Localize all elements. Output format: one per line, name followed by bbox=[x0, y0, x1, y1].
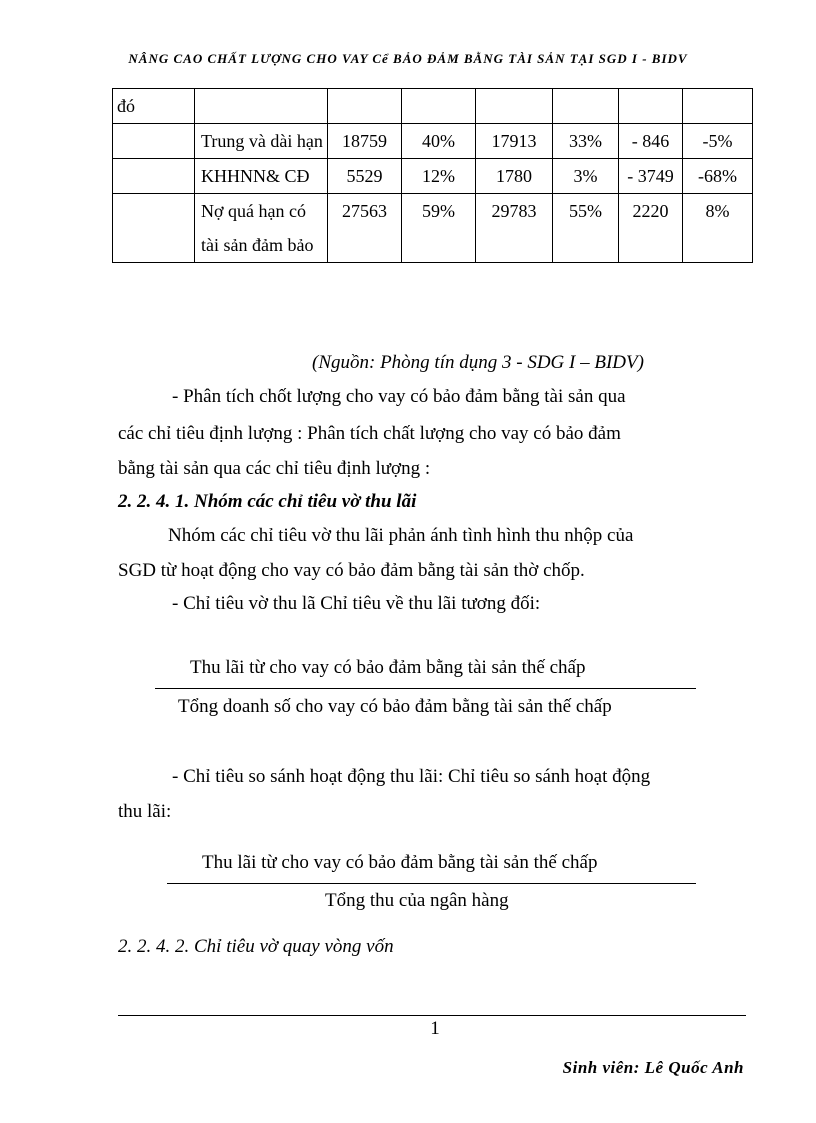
page-header: NÂNG CAO CHẤT LƯỢNG CHO VAY Cể BẢO ĐẢM BẰNG TÀI SẢN TẠI SGD I - BIDV bbox=[128, 51, 688, 66]
table-cell: 3% bbox=[553, 159, 619, 194]
table-row bbox=[113, 124, 753, 159]
table-cell bbox=[195, 89, 328, 124]
paragraph-line: các chỉ tiêu định lượng : Phân tích chất lượng cho vay có bảo đảm bbox=[118, 423, 621, 444]
table-cell: - 846 bbox=[619, 124, 683, 159]
table-cell bbox=[553, 89, 619, 124]
fraction-numerator: Thu lãi từ cho vay có bảo đảm bằng tài sản thế chấp bbox=[202, 852, 598, 873]
table-row bbox=[113, 89, 753, 124]
paragraph-line: thu lãi: bbox=[118, 801, 172, 822]
table-cell bbox=[683, 89, 753, 124]
table-cell bbox=[328, 89, 402, 124]
paragraph-line: - Chỉ tiêu vờ thu lã Chỉ tiêu về thu lãi tương đối: bbox=[172, 593, 541, 614]
table-cell: 18759 bbox=[328, 124, 402, 159]
table-cell: Nợ quá hạn có tài sản đảm bảo bbox=[195, 194, 328, 263]
table-source: (Nguồn: Phòng tín dụng 3 - SDG I – BIDV) bbox=[312, 352, 644, 373]
fraction-bar bbox=[155, 688, 696, 689]
table-cell: 33% bbox=[553, 124, 619, 159]
table-cell: 12% bbox=[402, 159, 476, 194]
footer-divider bbox=[118, 1015, 746, 1016]
fraction-numerator: Thu lãi từ cho vay có bảo đảm bằng tài sản thế chấp bbox=[190, 657, 586, 678]
page-number: 1 bbox=[430, 1018, 440, 1039]
table-cell bbox=[619, 89, 683, 124]
paragraph-line: - Phân tích chốt lượng cho vay có bảo đảm bằng tài sản qua bbox=[172, 386, 626, 407]
fraction-denominator: Tổng thu của ngân hàng bbox=[325, 890, 509, 911]
table-cell: Trung và dài hạn bbox=[195, 124, 328, 159]
table-cell: -68% bbox=[683, 159, 753, 194]
section-heading: 2. 2. 4. 1. Nhóm các chỉ tiêu vờ thu lãi bbox=[118, 491, 417, 512]
table-cell: 2220 bbox=[619, 194, 683, 263]
table-cell: 29783 bbox=[476, 194, 553, 263]
table-cell: 1780 bbox=[476, 159, 553, 194]
table-row bbox=[113, 159, 753, 194]
table-cell: KHHNN& CĐ bbox=[195, 159, 328, 194]
table-cell: 40% bbox=[402, 124, 476, 159]
table-cell: đó bbox=[113, 89, 195, 124]
loan-table bbox=[112, 88, 753, 263]
fraction-bar bbox=[167, 883, 696, 884]
table-cell: 17913 bbox=[476, 124, 553, 159]
table-cell bbox=[113, 194, 195, 263]
table-cell bbox=[476, 89, 553, 124]
table-cell: 8% bbox=[683, 194, 753, 263]
table-cell bbox=[113, 124, 195, 159]
paragraph-line: SGD từ hoạt động cho vay có bảo đảm bằng tài sản thờ chốp. bbox=[118, 560, 585, 581]
table-cell: - 3749 bbox=[619, 159, 683, 194]
table-cell: 27563 bbox=[328, 194, 402, 263]
table-cell: 55% bbox=[553, 194, 619, 263]
table-cell bbox=[113, 159, 195, 194]
table-cell: 59% bbox=[402, 194, 476, 263]
table-cell bbox=[402, 89, 476, 124]
fraction-denominator: Tổng doanh số cho vay có bảo đảm bằng tài sản thế chấp bbox=[178, 696, 612, 717]
student-name: Sinh viên: Lê Quốc Anh bbox=[562, 1058, 744, 1077]
section-heading: 2. 2. 4. 2. Chỉ tiêu vờ quay vòng vốn bbox=[118, 936, 394, 957]
table-cell: 5529 bbox=[328, 159, 402, 194]
table-cell: -5% bbox=[683, 124, 753, 159]
paragraph-line: bằng tài sản qua các chỉ tiêu định lượng : bbox=[118, 458, 431, 479]
table-row bbox=[113, 194, 753, 263]
paragraph-line: - Chỉ tiêu so sánh hoạt động thu lãi: Chỉ tiêu so sánh hoạt động bbox=[172, 766, 651, 787]
paragraph-line: Nhóm các chỉ tiêu vờ thu lãi phản ánh tình hình thu nhộp của bbox=[168, 525, 634, 546]
